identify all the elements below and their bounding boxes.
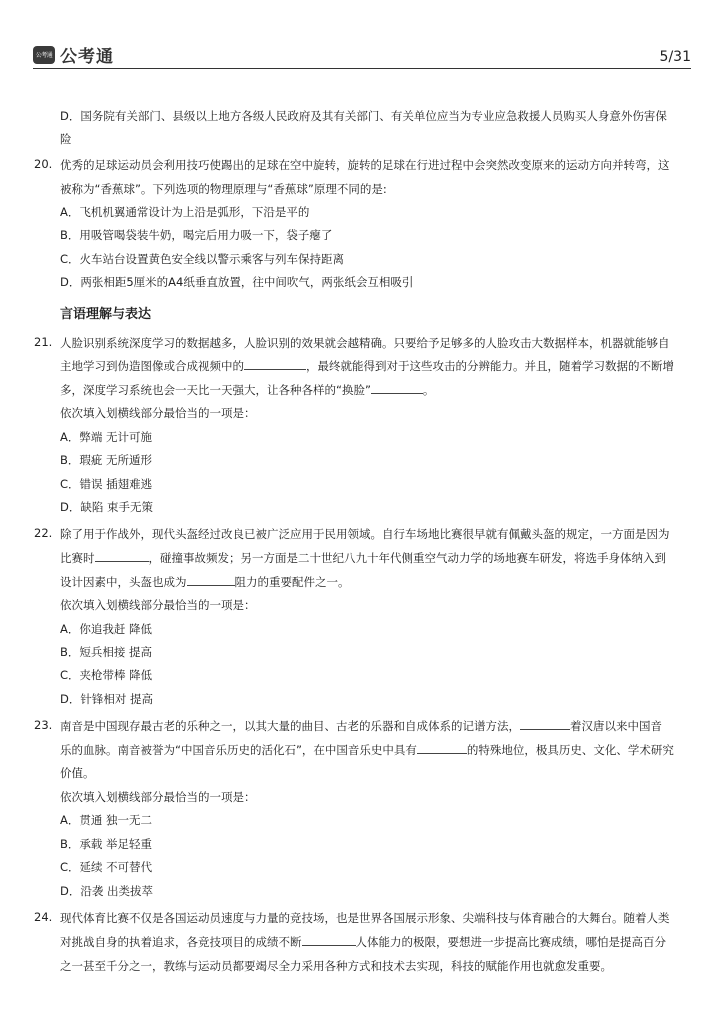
q24-l2a: 对挑战自身的执着追求，各竞技项目的成绩不断 bbox=[60, 935, 302, 949]
q21-stem-line1: 人脸识别系统深度学习的数据越多，人脸识别的效果就会越精确。只要给予足够多的人脸攻击大数据样本，机器就能够自 bbox=[60, 336, 670, 350]
q23-option-b[interactable]: B．承载 举足轻重 bbox=[60, 837, 153, 851]
q20-option-a[interactable]: A．飞机机翼通常设计为上沿是弧形，下沿是平的 bbox=[60, 205, 310, 219]
q22-stem-line2 bbox=[60, 550, 666, 566]
q23-blank-1[interactable] bbox=[520, 719, 570, 730]
q23-number: 23. bbox=[34, 718, 53, 732]
q20-stem-line2: 被称为“香蕉球”。下列选项的物理原理与“香蕉球”原理不同的是: bbox=[60, 182, 387, 196]
q23-l2b: 的特殊地位，极具历史、文化、学术研究 bbox=[466, 743, 674, 757]
logo-icon: 公考通 bbox=[33, 46, 55, 64]
q23-option-c[interactable]: C．延续 不可替代 bbox=[60, 860, 153, 874]
q21-option-c[interactable]: C．错误 插翅难逃 bbox=[60, 477, 153, 491]
q22-blank-2[interactable] bbox=[187, 575, 235, 586]
q21-blank-2[interactable] bbox=[371, 383, 423, 394]
q22-stem-line1: 除了用于作战外，现代头盔经过改良已被广泛应用于民用领域。自行车场地比赛很早就有佩戴头盔的规定，一方面是因为 bbox=[60, 527, 670, 541]
q24-stem-line3: 之一甚至千分之一，教练与运动员都要竭尽全力采用各种方式和技术去实现，科技的赋能作用也就愈发重要。 bbox=[60, 959, 612, 973]
q23-prompt: 依次填入划横线部分最恰当的一项是： bbox=[60, 790, 256, 804]
q22-l3a: 设计因素中，头盔也成为 bbox=[60, 575, 187, 589]
q23-l1a: 南音是中国现存最古老的乐种之一，以其大量的曲目、古老的乐器和自成体系的记谱方法， bbox=[60, 719, 520, 733]
q23-stem-line1 bbox=[60, 718, 662, 734]
q22-number: 22. bbox=[34, 526, 53, 540]
q22-option-b[interactable]: B．短兵相接 提高 bbox=[60, 645, 153, 659]
q19-option-d-line2: 险 bbox=[60, 132, 72, 146]
section-title: 言语理解与表达 bbox=[60, 307, 152, 322]
q23-option-a[interactable]: A．贯通 独一无二 bbox=[60, 813, 153, 827]
q23-l1b: 着汉唐以来中国音 bbox=[570, 719, 662, 733]
q21-l3a: 多，深度学习系统也会一天比一天强大，让各种各样的“换脸” bbox=[60, 383, 371, 397]
q21-option-a[interactable]: A．弊端 无计可施 bbox=[60, 430, 153, 444]
q23-blank-2[interactable] bbox=[417, 743, 467, 754]
page-number: 5/31 bbox=[659, 49, 691, 65]
q21-option-d[interactable]: D．缺陷 束手无策 bbox=[60, 500, 154, 514]
q21-number: 21. bbox=[34, 335, 53, 349]
q20-option-c[interactable]: C．火车站台设置黄色安全线以警示乘客与列车保持距离 bbox=[60, 252, 345, 266]
q21-l2b: ，最终就能得到对于这些攻击的分辨能力。并且，随着学习数据的不断增 bbox=[306, 359, 674, 373]
q20-option-b[interactable]: B．用吸管喝袋装牛奶，喝完后用力吸一下，袋子瘪了 bbox=[60, 228, 333, 242]
q24-stem-line2 bbox=[60, 934, 666, 950]
q21-prompt: 依次填入划横线部分最恰当的一项是： bbox=[60, 406, 256, 420]
q20-number: 20. bbox=[34, 157, 53, 171]
q24-l2b: 人体能力的极限，要想进一步提高比赛成绩，哪怕是提高百分 bbox=[355, 935, 666, 949]
q24-number: 24. bbox=[34, 910, 53, 924]
q21-l3b: 。 bbox=[422, 383, 435, 397]
q22-l3b: 阻力的重要配件之一。 bbox=[234, 575, 350, 589]
q22-stem-line3 bbox=[60, 574, 350, 590]
q23-option-d[interactable]: D．沿袭 出类拔萃 bbox=[60, 884, 154, 898]
logo-text: 公考通 bbox=[60, 47, 114, 67]
q22-option-a[interactable]: A．你追我赶 降低 bbox=[60, 622, 153, 636]
q22-option-d[interactable]: D．针锋相对 提高 bbox=[60, 692, 154, 706]
page-header bbox=[33, 38, 691, 69]
logo bbox=[33, 42, 114, 67]
q22-l2a: 比赛时 bbox=[60, 551, 95, 565]
q23-stem-line3: 价值。 bbox=[60, 766, 95, 780]
q23-stem-line2 bbox=[60, 742, 674, 758]
q21-stem-line3 bbox=[60, 382, 434, 398]
q20-option-d[interactable]: D．两张相距5厘米的A4纸垂直放置，往中间吹气，两张纸会互相吸引 bbox=[60, 275, 414, 289]
q21-l2a: 主地学习到伪造图像或合成视频中的 bbox=[60, 359, 244, 373]
q24-stem-line1: 现代体育比赛不仅是各国运动员速度与力量的竞技场，也是世界各国展示形象、尖端科技与体育融合的大舞台。随着人类 bbox=[60, 911, 670, 925]
q21-stem-line2 bbox=[60, 358, 674, 374]
q22-option-c[interactable]: C．夹枪带棒 降低 bbox=[60, 668, 153, 682]
q19-option-d-line1: D．国务院有关部门、县级以上地方各级人民政府及其有关部门、有关单位应当为专业应急救援人员购买人身意外伤害保 bbox=[60, 109, 667, 123]
q22-blank-1[interactable] bbox=[95, 551, 149, 562]
q23-l2a: 乐的血脉。南音被誉为“中国音乐历史的活化石”，在中国音乐史中具有 bbox=[60, 743, 417, 757]
q21-blank-1[interactable] bbox=[244, 359, 306, 370]
q24-blank-1[interactable] bbox=[302, 935, 356, 946]
q21-option-b[interactable]: B．瑕疵 无所遁形 bbox=[60, 453, 153, 467]
q22-prompt: 依次填入划横线部分最恰当的一项是： bbox=[60, 598, 256, 612]
q20-stem-line1: 优秀的足球运动员会利用技巧使踢出的足球在空中旋转，旋转的足球在行进过程中会突然改变原来的运动方向并转弯，这 bbox=[60, 158, 670, 172]
q22-l2b: ，碰撞事故频发；另一方面是二十世纪八九十年代侧重空气动力学的场地赛车研发，将选手身体纳入到 bbox=[148, 551, 666, 565]
